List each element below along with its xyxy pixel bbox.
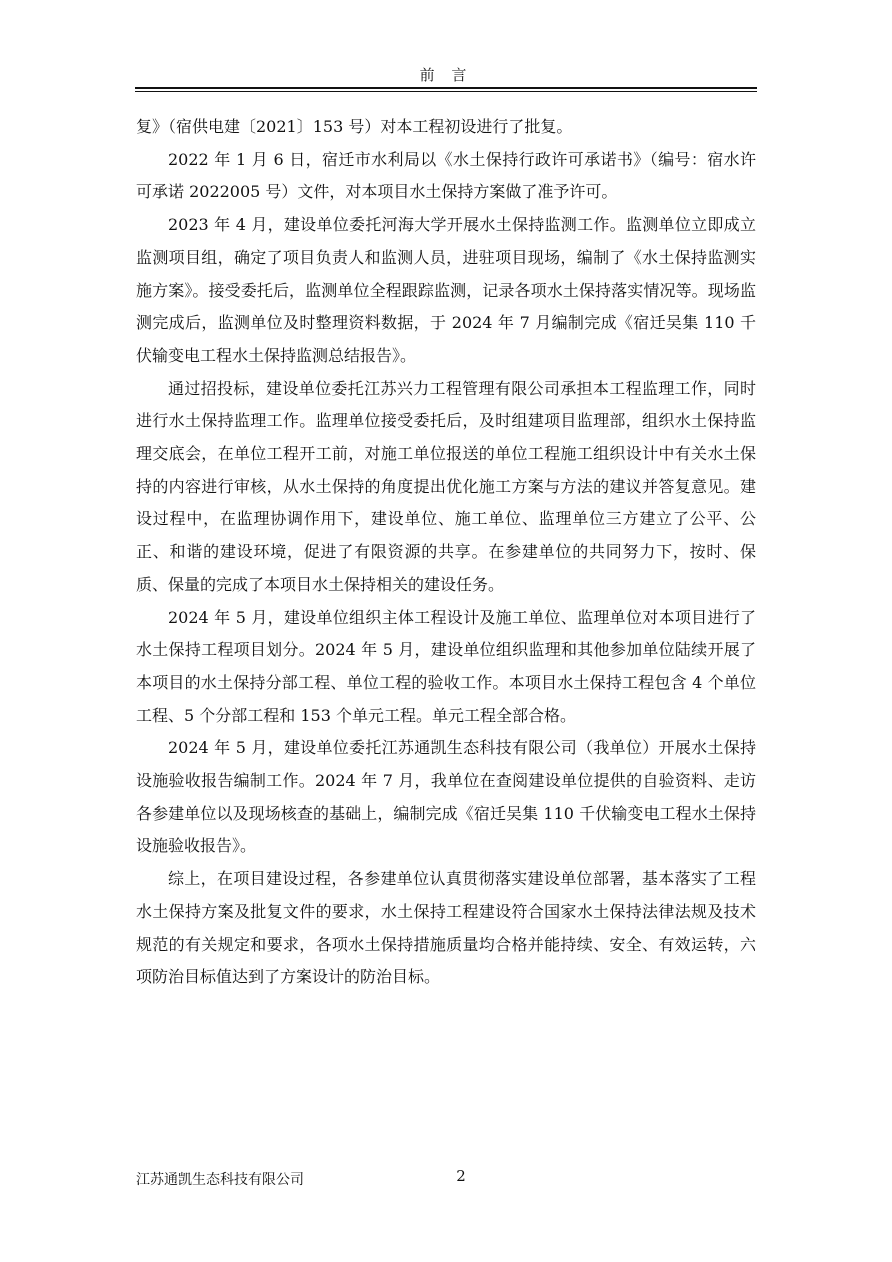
paragraph-monitoring: 2023 年 4 月，建设单位委托河海大学开展水土保持监测工作。监测单位立即成立监测项目组，确定了项目负责人和监测人员，进驻项目现场，编制了《水土保持监测实施方案》。接受委托后，监测单位全程跟踪监测，记录各项水土保持落实情况等。现场监测完成后，监测单位及时整理资料数据，于 2024 年 7 月编制完成《宿迁吴集 110 千伏输变电工程水土保持监测总结报告》。 bbox=[136, 215, 756, 365]
footer-company: 江苏通凯生态科技有限公司 bbox=[136, 1172, 304, 1188]
paragraph-supervision: 通过招投标，建设单位委托江苏兴力工程管理有限公司承担本工程监理工作，同时进行水土保持监理工作。监理单位接受委托后，及时组建项目监理部，组织水土保持监理交底会，在单位工程开工前，对施工单位报送的单位工程施工组织设计中有关水土保持的内容进行审核，从水土保持的角度提出优化施工方案与方法的建议并答复意见。建设过程中，在监理协调作用下，建设单位、施工单位、监理单位三方建立了公平、公正、和谐的建设环境，促进了有限资源的共享。在参建单位的共同努力下，按时、保质、保量的完成了本项目水土保持相关的建设任务。 bbox=[136, 378, 756, 594]
header-rule-thick bbox=[135, 87, 757, 89]
header-rule-thin bbox=[135, 91, 757, 92]
paragraph-permit: 2022 年 1 月 6 日，宿迁市水利局以《水土保持行政许可承诺书》（编号：宿水许可承诺 2022005 号）文件，对本项目水土保持方案做了准予许可。 bbox=[136, 149, 756, 202]
body-text bbox=[136, 111, 756, 994]
footer-page-number: 2 bbox=[456, 1167, 466, 1185]
paragraph-continuation: 复》（宿供电建〔2021〕153 号）对本工程初设进行了批复。 bbox=[136, 117, 573, 136]
paragraph-summary: 综上，在项目建设过程，各参建单位认真贯彻落实建设单位部署，基本落实了工程水土保持方案及批复文件的要求，水土保持工程建设符合国家水土保持法律法规及技术规范的有关规定和要求，各项水土保持措施质量均合格并能持续、安全、有效运转，六项防治目标值达到了方案设计的防治目标。 bbox=[136, 869, 756, 987]
page-header-title: 前 言 bbox=[419, 66, 473, 84]
paragraph-acceptance-report: 2024 年 5 月，建设单位委托江苏通凯生态科技有限公司（我单位）开展水土保持设施验收报告编制工作。2024 年 7 月，我单位在查阅建设单位提供的自验资料、走访各参建单位以及现场核查的基础上，编制完成《宿迁吴集 110 千伏输变电工程水土保持设施验收报告》。 bbox=[136, 738, 756, 856]
paragraph-project-division: 2024 年 5 月，建设单位组织主体工程设计及施工单位、监理单位对本项目进行了水土保持工程项目划分。2024 年 5 月，建设单位组织监理和其他参加单位陆续开展了本项目的水土保持分部工程、单位工程的验收工作。本项目水土保持工程包含 4 个单位工程、5 个分部工程和 153 个单元工程。单元工程全部合格。 bbox=[136, 607, 756, 725]
